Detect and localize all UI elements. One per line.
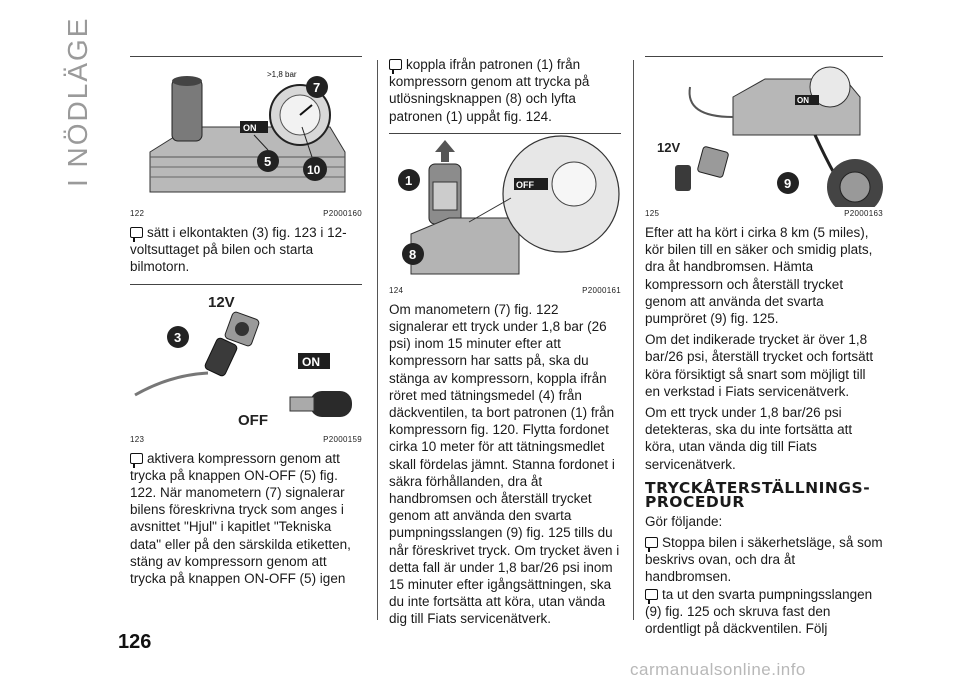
cartridge-removal-illustration xyxy=(389,134,621,284)
off-label: OFF xyxy=(516,179,534,190)
callout-3: 3 xyxy=(174,329,182,345)
instruction-paragraph: sätt i elkontakten (3) fig. 123 i 12-voltsuttaget på bilen och starta bilmotorn. xyxy=(130,225,347,275)
instruction-paragraph: Stoppa bilen i säkerhetsläge, så som beskrivs ovan, och dra åt handbromsen. xyxy=(645,535,883,585)
figure-122 xyxy=(130,57,362,218)
instruction-paragraph: ta ut den svarta pumpningsslangen (9) fig. 125 och skruva fast den ordentligt på däckventilen. Följ xyxy=(645,586,873,637)
bullet-marker xyxy=(130,453,143,464)
body-paragraph: Om det indikerade trycket är över 1,8 bar/26 psi, återställ trycket och fortsätt köra försiktigt så snart som möjligt till en verkstad i Fiats servicenätverk. xyxy=(645,332,874,399)
column-divider xyxy=(633,60,634,620)
figure-caption xyxy=(645,207,883,218)
body-paragraph: Om ett tryck under 1,8 bar/26 psi detekteras, ska du inte fortsätta att köra, utan vända dig till Fiats servicenätverk. xyxy=(645,405,853,472)
figure-number: 125 xyxy=(645,209,660,218)
callout-9: 9 xyxy=(784,176,792,191)
figure-caption xyxy=(389,284,621,295)
pump-hose-illustration xyxy=(645,57,883,207)
bullet-marker xyxy=(645,537,658,548)
callout-7: 7 xyxy=(313,80,321,95)
figure-123 xyxy=(130,285,362,444)
figure-caption xyxy=(130,207,362,218)
bullet-marker xyxy=(130,227,143,238)
plug-illustration xyxy=(130,285,362,433)
figure-125 xyxy=(645,57,883,218)
figure-124 xyxy=(389,134,621,295)
section-heading: TRYCKÅTERSTÄLLNINGS-PROCEDUR xyxy=(645,478,871,511)
figure-number: 124 xyxy=(389,285,404,295)
on-label: ON xyxy=(797,96,809,105)
instruction-paragraph: koppla ifrån patronen (1) från kompressorn genom att trycka på utlösningsknappen (8) och lyfta patronen (1) uppåt fig. 124. xyxy=(389,57,590,124)
figure-number: 122 xyxy=(130,209,145,218)
figure-code: P2000159 xyxy=(323,434,362,444)
on-label: ON xyxy=(243,123,257,133)
column-2 xyxy=(389,56,621,628)
callout-1: 1 xyxy=(405,172,413,188)
callout-10: 10 xyxy=(307,163,321,177)
bullet-marker xyxy=(389,59,402,70)
callout-5: 5 xyxy=(264,154,272,169)
chapter-side-tab xyxy=(62,16,122,242)
volt-label: 12V xyxy=(657,140,681,155)
figure-caption xyxy=(130,433,362,444)
body-paragraph: Gör följande: xyxy=(645,513,723,529)
off-label: OFF xyxy=(238,411,268,429)
column-3 xyxy=(645,56,883,637)
chapter-title: I NÖDLÄGE xyxy=(62,16,93,187)
callout-8: 8 xyxy=(409,246,417,262)
figure-code: P2000161 xyxy=(582,285,621,295)
column-1 xyxy=(130,56,362,587)
watermark: carmanualsonline.info xyxy=(630,660,806,679)
column-divider xyxy=(377,60,378,620)
on-label: ON xyxy=(302,354,320,369)
page-number: 126 xyxy=(118,631,152,653)
volt-label: 12V xyxy=(208,293,235,311)
instruction-paragraph: aktivera kompressorn genom att trycka på knappen ON-OFF (5) fig. 122. När manometern (7) signalerar bilens föreskrivna tryck som anges i avsnittet "Hjul" i kapitlet "Tekniska data" eller på den särskilda etiketten, stäng av kompressorn genom att trycka på knappen ON-OFF (5) igen xyxy=(130,450,351,587)
body-paragraph: Efter att ha kört i cirka 8 km (5 miles), kör bilen till en säker och smidig plats, dra åt handbromsen. Hämta kompressorn och återställ trycket genom att använda det svarta pumpröret (9) fig. 125. xyxy=(645,225,873,327)
pressure-label: >1,8 bar xyxy=(267,70,297,79)
figure-number: 123 xyxy=(130,434,145,444)
body-paragraph: Om manometern (7) fig. 122 signalerar ett tryck under 1,8 bar (26 psi) inom 15 minuter efter att kompressorn har satts på, ska du stänga av kompressorn, koppla ifrån röret med tätningsmedel (4) från däckventilen, ta bort patronen (1) från kompressorn fig. 120. Flytta fordonet cirka 10 meter för att tätningsmedlet skall fördelas jämnt. Stanna fordonet i säkra förhållanden, dra åt handbromsen och återställ trycket genom att använda den svarta pumpningsslangen (9) fig. 125 tills du når föreskrivet tryck. Om trycket även i detta fall är under 1,8 bar/26 psi inom 15 minuter efter igångsättningen, ska du inte fortsätta att köra, utan vända dig till Fiats servicenätverk. xyxy=(389,301,620,627)
figure-code: P2000160 xyxy=(323,209,362,218)
figure-code: P2000163 xyxy=(844,209,883,218)
bullet-marker xyxy=(645,589,658,600)
compressor-illustration xyxy=(130,57,362,207)
